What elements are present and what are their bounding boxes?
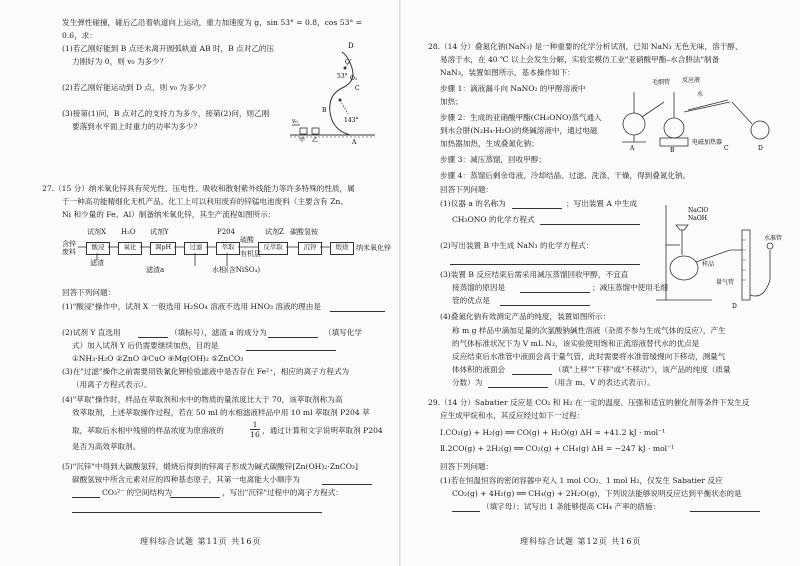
flow-label-p204: P204 xyxy=(217,228,236,236)
q27-part5-blank-geometry[interactable] xyxy=(170,490,220,498)
fig28a-label-water: 水 xyxy=(697,91,704,98)
flow-label-aqueous-phase: 水相(含NiSO₄) xyxy=(212,266,261,274)
fig28a-label-a: A xyxy=(630,145,635,152)
fig28b-label-gas-tube: 量气管 xyxy=(716,279,735,286)
fig26-label-c: C xyxy=(355,85,360,92)
fig28b-label-naclo: NaClO xyxy=(688,207,709,214)
right-page xyxy=(400,0,800,566)
flow-box-precipitate-zinc: 沉锌 xyxy=(298,242,322,255)
flow-label-ammonium-bicarbonate: 碳酸氢铵 xyxy=(290,228,318,236)
q26-part1-line2: 力刚好为 0，则 v₀ 为多少？ xyxy=(72,57,168,66)
q28-part3-blank-reason[interactable] xyxy=(520,285,590,293)
fig28a-label-capillary: 毛细管 xyxy=(652,79,671,86)
q26-intro-line2: 0.6，求： xyxy=(62,31,97,40)
q27-part5-blank-ionization[interactable] xyxy=(322,477,372,485)
q27-part5-line1: (5)"沉锌"中得到大碳酸氢锌，煅烧后得到的锌离子形成为碱式碳酸锌[Zn(OH)₂·ZnCO₃] xyxy=(62,462,358,471)
flow-label-residue-a: 滤渣a xyxy=(146,266,165,274)
q26-intro-line1: 发生弹性碰撞，碰后乙沿着轨道向上运动，重力加速度为 g，sin 53° = 0.8，cos 53° = xyxy=(62,18,363,27)
fig28a-label-d: D xyxy=(758,145,763,152)
q28-gas-measurement-figure xyxy=(652,200,792,310)
q26-part3-line1: (3)接第(1)问，B 点对乙的支持力为多少，接第(2)问，则乙刚 xyxy=(62,109,270,118)
q28-part4-line5b: （填"上移""下移"或"不移动"），该产品的纯度（质量 xyxy=(554,365,731,374)
q28-apparatus-figure xyxy=(612,72,792,152)
q28-part1-line1: (1)仪器 a 的名称为 xyxy=(440,199,506,208)
q27-stem-line3: Ni 和少量的 Fe、Al）制备纳米氧化锌，其生产流程如图所示： xyxy=(62,210,276,219)
q27-part5-line3: CO₃²⁻ 的空间结构为 xyxy=(102,488,173,497)
fig28a-label-reaction-liquid: 反应液 xyxy=(682,77,701,84)
q27-part2-blank-residue[interactable] xyxy=(268,330,318,338)
q27-answer-header: 回答下列问题： xyxy=(62,288,116,297)
q27-part5-blank-prefix[interactable] xyxy=(72,490,100,498)
flow-arrows xyxy=(60,238,360,268)
q28-step3: 步骤 3：减压蒸馏，回收甲醇； xyxy=(440,155,546,164)
q28-part3-line2b: ；减压蒸馏中使用毛细 xyxy=(592,283,668,292)
q28-step4: 步骤 4：蒸馏后剩余母液，冷却结晶、过滤、洗涤、干燥，得到叠氮化钠。 xyxy=(440,171,691,180)
q27-part5-line2: 碳酸氢铵中所含元素对应的四种基态原子，其第一电离能大小顺序为 xyxy=(72,475,300,484)
q26-part3-line2: 要落到水平面上时重力的功率为多少？ xyxy=(72,122,202,131)
q29-part1-blank-choice[interactable] xyxy=(452,504,480,512)
q28-part1-blank-equation[interactable] xyxy=(540,217,640,225)
q27-part4-fraction-denominator: 16 xyxy=(250,430,260,439)
q28-part4-line2: 称 m g 样品中滴加足量的次氯酸钠碱性溶液（杂质不参与生成气体的反应），产生 xyxy=(452,326,726,335)
q29-answer-header: 回答下列问题： xyxy=(440,462,494,471)
q28-part1-line2: CH₃ONO 的化学方程式 xyxy=(452,215,535,224)
q28-part4-line6b: （用含 m、V 的表达式表示）。 xyxy=(550,378,655,387)
fig28a-label-heater: 电磁加热器 xyxy=(692,139,723,146)
q28-part3-blank-advantage[interactable] xyxy=(500,298,590,306)
q28-part4-line6: 分数）为 xyxy=(452,378,483,387)
q28-step1-line1: 步骤 1：滴液漏斗向 NaNO₂ 的甲醇溶液中 xyxy=(440,84,586,93)
q29-reaction-1: Ⅰ.CO₂(g) + H₂(g) ══ CO(g) + H₂O(g) ΔH = +41.2 kJ · mol⁻¹ xyxy=(440,428,666,437)
q27-part2-blank-purpose[interactable] xyxy=(246,343,336,351)
q29-part1-blank-measure[interactable] xyxy=(690,504,760,512)
q27-part2-reagent: (2)试剂 Y 直选用 xyxy=(62,328,121,337)
q27-part3-line2: （用离子方程式表示）。 xyxy=(72,380,152,389)
q27-part1: (1)"酸浸"操作中，试剂 X 一般选用 H₂SO₄ 溶液不选用 HNO₃ 溶液的理由是 xyxy=(62,302,321,311)
fig26-label-o: O xyxy=(345,59,350,66)
q27-part3-line1: (3)在"过滤"操作之前需要用铁氰化钾检验滤液中是否存在 Fe²⁺，相应的离子方程式为 xyxy=(62,367,350,376)
q27-part2-formula-note: （填写化学 xyxy=(324,328,362,337)
q28-part3-line3: 管的优点是 xyxy=(452,296,490,305)
flow-box-calcine: 煅烧 xyxy=(330,242,354,255)
fig26-label-yi: 乙 xyxy=(312,137,319,144)
q29-stem-line2: 应生成甲烷和水，其反应经过如下一过程： xyxy=(440,411,585,420)
q29-part1-line3: （填字母）；试写出 1 条能够提高 CH₄ 产率的措施： xyxy=(482,502,661,511)
q27-part4-line2: 效萃取剂，上述萃取操作过程，若在 50 ml 的水相滤液样品中用 10 ml 萃取剂 P204 萃 xyxy=(72,408,370,417)
q29-part1-line1: (1)若在恒温恒容的密闭容器中充入 1 mol CO₂、1 mol H₂，仅发生 Sabatier 反应 xyxy=(440,476,723,485)
q27-part2-options: ①NH₃·H₂O ②ZnO ③CuO ④Mg(OH)₂ ⑤ZnCO₃ xyxy=(72,354,244,363)
flow-box-adjust-ph: 调pH xyxy=(150,242,176,255)
q27-part2-residue: （填标号），滤渣 a 的成分为 xyxy=(170,328,267,337)
flow-label-reagent-y: 试剂Y xyxy=(150,228,169,236)
q28-step1-line2: 加热； xyxy=(440,97,463,106)
q27-part4-fraction-numerator: 1 xyxy=(252,420,258,429)
q27-part5-line3b: ，写出"沉锌"过程中的离子方程式： xyxy=(222,488,343,497)
q28-part3-line1: (3)装置 B 反应结束后需采用减压蒸馏回收甲醇，不宜直 xyxy=(440,270,629,279)
q27-part2-blank-reagent[interactable] xyxy=(138,330,168,338)
flow-label-h2o: H₂O xyxy=(121,228,136,236)
fig28a-label-b: B xyxy=(670,147,675,152)
q28-part4-blank-purity[interactable] xyxy=(488,380,548,388)
q28-step2-line2: 到水合肼(N₂H₄·H₂O)的烧碱溶液中，通过电磁 xyxy=(440,126,598,135)
flow-label-organic-layer: 有机层 xyxy=(240,250,261,258)
q26-part2: (2)若乙刚好能运动到 D 点，则 v₀ 为多少？ xyxy=(62,83,210,92)
flow-label-sulfuric: 硫酸 xyxy=(240,236,254,244)
flow-end: 纳米氧化锌 xyxy=(356,244,391,252)
fig28b-label-naoh: NaOH xyxy=(688,215,707,222)
flow-box-acid-leach: 酸浸 xyxy=(86,242,110,255)
fig26-label-o1: O₁ xyxy=(350,75,358,82)
left-page-footer: 理科综合试题 第11页 共16页 xyxy=(140,537,262,546)
q28-part4-line1: (4)叠氮化钠有效测定产品的纯度，装置如图所示： xyxy=(440,312,611,321)
q28-part2: (2)写出装置 B 中生成 NaN₃ 的化学方程式： xyxy=(440,241,594,250)
q26-part1-line1: (1)若乙刚好能到 B 点还未离开圆弧轨道 AB 时，B 点对乙的压 xyxy=(62,44,275,53)
q28-part4-blank-direction[interactable] xyxy=(512,367,552,375)
q27-part1-answer-blank[interactable] xyxy=(330,304,385,312)
fig28b-label-sample: 样品 xyxy=(702,261,715,268)
fig26-label-b: B xyxy=(322,107,327,114)
q28-stem-line1: 28.（14 分）叠氮化钠(NaN₃) 是一种重要的化学分析试剂，已知 NaN₃ 无色无味，溶于醇、 xyxy=(428,42,743,51)
q28-step2-line3: 加热器加热，生成叠氮化钠； xyxy=(440,139,539,148)
q28-part4-line3: 的气体标准状况下为 V mL N₂，该实验使用饱和正流溶液替代水的优点是 xyxy=(452,339,700,348)
flow-box-back-extract: 反萃取 xyxy=(258,242,288,255)
q27-part4-line3: 取，萃取后水相中残留的样品浓度为原溶液的 xyxy=(72,426,224,435)
flow-label-reagent-z: 试剂Z xyxy=(265,228,284,236)
q27-part4-line4: 是否为高效萃取剂。 xyxy=(72,442,141,451)
q28-part1-blank-instrument[interactable] xyxy=(512,201,562,209)
fig26-label-a: A xyxy=(352,139,357,145)
q28-part4-line4: 反应结束后水准管中液面会高于量气管，此时需要将水准管缓慢向下移动，测量气 xyxy=(452,352,726,361)
q28-part1-line1b: ；写出装置 A 中生成 xyxy=(566,199,638,208)
q27-part5-blank-equation[interactable] xyxy=(72,505,322,513)
q29-stem-line1: 29.（14 分）Sabatier 反应是 CO₂ 和 H₂ 在一定的温度、压强和适宜的催化剂等条件下发生反 xyxy=(428,398,750,407)
q27-part2-purpose: 式）加入试剂 Y 后仍需要继续加热，目的是 xyxy=(72,341,219,350)
flow-label-reagent-x: 试剂X xyxy=(87,228,106,236)
fig26-label-143: 143° xyxy=(344,117,359,124)
fig26-label-jia: 甲 xyxy=(299,137,306,144)
flow-box-extract: 萃取 xyxy=(216,242,240,255)
q28-answer-header: 回答下列问题： xyxy=(440,185,494,194)
q28-stem-line2: 易溶于水，在 40 ℃ 以上会发生分解，实验室模仿工业"亚硝酸甲酯–水合肼法"制备 xyxy=(440,55,720,64)
flow-start: 含锌废料 xyxy=(62,240,76,256)
q28-part3-line2: 接蒸馏的原因是 xyxy=(452,283,506,292)
q27-part4-line1: (4)"萃取"操作时，样品在萃取剂和水中的物质的量浓度比大于 70，该萃取剂称为高 xyxy=(62,395,343,404)
q28-part4-line5: 体体积的液面会 xyxy=(452,365,506,374)
fig28a-label-c: C xyxy=(724,145,729,152)
q27-part4-line3b: ，通过计算和文字说明萃取剂 P204 xyxy=(262,426,383,435)
right-page-footer: 理科综合试题 第12页 共16页 xyxy=(520,537,642,546)
q27-stem-line1: 27.（15 分）纳米氧化锌具有荧光性、压电性、吸收和散射紫外线能力等许多特殊的性质，属 xyxy=(42,184,355,193)
fig26-label-v0: v₀ xyxy=(292,118,298,125)
fig26-label-53: 53° xyxy=(337,73,348,80)
q27-stem-line2: 于一种高功能精细化无机产品。化工上可以利用废弃的锌锰电池废料（主要含有 Zn、 xyxy=(62,197,348,206)
fig28b-label-level-tube: 水准管 xyxy=(764,235,783,242)
fig26-label-d: D xyxy=(348,42,354,50)
q28-stem-line3: NaN₃，装置如图所示，基本操作如下： xyxy=(440,68,575,77)
flow-box-oxidize: 氧化 xyxy=(118,242,142,255)
fig28b-label-d: D xyxy=(732,303,737,310)
flow-label-residue: 滤渣 xyxy=(90,259,104,267)
q26-track-figure xyxy=(290,40,375,145)
q29-reaction-2: Ⅱ.2CO(g) + 2H₂(g) ══ CO₂(g) + CH₄(g) ΔH = −247 kJ · mol⁻¹ xyxy=(440,444,675,453)
q29-part1-line2: CO₂(g) + 4H₂(g) ══ CH₄(g) + 2H₂O(g)，下列说法能够说明反应达到平衡状态的是 xyxy=(452,489,742,498)
q28-part2-blank[interactable] xyxy=(450,257,640,265)
flow-box-filter: 过滤 xyxy=(184,242,208,255)
q28-step2-line1: 步骤 2：生成的亚硝酸甲酯(CH₃ONO)蒸气通入 xyxy=(440,113,602,122)
